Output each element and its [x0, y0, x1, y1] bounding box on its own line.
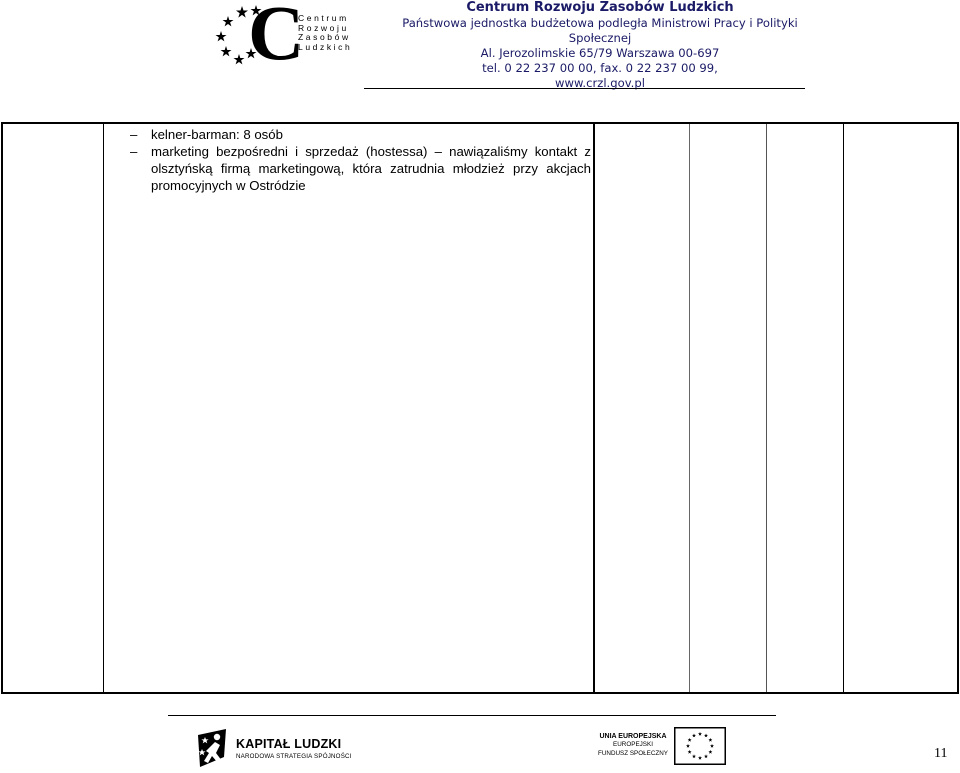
- list-bullet: –: [130, 127, 138, 142]
- star-icon: [234, 54, 245, 64]
- list-item: [129, 143, 591, 194]
- column-divider: [766, 124, 767, 692]
- eu-logo-text: [594, 733, 672, 758]
- list-item-text: kelner-barman: 8 osób: [151, 127, 283, 142]
- organization-address: Al. Jerozolimskie 65/79 Warszawa 00-697: [480, 46, 720, 60]
- content-table: [1, 122, 959, 694]
- eu-fund-label-2: FUNDUSZ SPOŁECZNY: [598, 749, 668, 757]
- list-bullet: –: [130, 144, 138, 159]
- star-icon: [236, 6, 248, 18]
- organization-website: www.crzl.gov.pl: [555, 76, 645, 90]
- table-cell-content: [129, 126, 591, 194]
- column-divider: [103, 124, 104, 692]
- crzl-logo-name: Centrum Rozwoju Zasobów Ludzkich: [298, 13, 353, 52]
- crzl-logo: [214, 0, 364, 76]
- kapital-ludzki-subtitle: NARODOWA STRATEGIA SPÓJNOŚCI: [236, 753, 352, 760]
- list-item: [129, 126, 591, 143]
- crzl-logo-letter: C: [248, 0, 305, 76]
- column-divider: [689, 124, 690, 692]
- list-item-text: marketing bezpośredni i sprzedaż (hostessa) – nawiązaliśmy kontakt z olsztyńską firmą marketingową, która zatrudnia młodzież przy akcjach promocyjnych w Ostródzie: [151, 144, 591, 193]
- page-number: 11: [934, 746, 948, 761]
- eu-flag-icon: [674, 727, 726, 765]
- eu-social-fund-logo: [594, 727, 728, 765]
- kapital-ludzki-logo: [196, 727, 366, 771]
- column-divider: [593, 124, 595, 692]
- star-icon: [221, 46, 232, 56]
- star-icon: [223, 16, 234, 26]
- star-icon: [216, 31, 227, 41]
- header-divider: [364, 88, 805, 89]
- organization-name: Centrum Rozwoju Zasobów Ludzkich: [466, 0, 734, 15]
- kapital-ludzki-title: KAPITAŁ LUDZKI: [236, 737, 342, 751]
- organization-phone: tel. 0 22 237 00 00, fax. 0 22 237 00 99,: [482, 61, 718, 75]
- organization-info: [370, 0, 830, 91]
- eu-fund-label-1: EUROPEJSKI: [613, 741, 653, 749]
- eu-union-label: UNIA EUROPEJSKA: [599, 733, 667, 740]
- human-figure-icon: [196, 727, 230, 771]
- column-divider: [843, 124, 844, 692]
- page-header: [0, 0, 960, 92]
- footer-divider: [168, 715, 776, 716]
- organization-description: Państwowa jednostka budżetowa podległa Ministrowi Pracy i Polityki Społecznej: [402, 16, 798, 45]
